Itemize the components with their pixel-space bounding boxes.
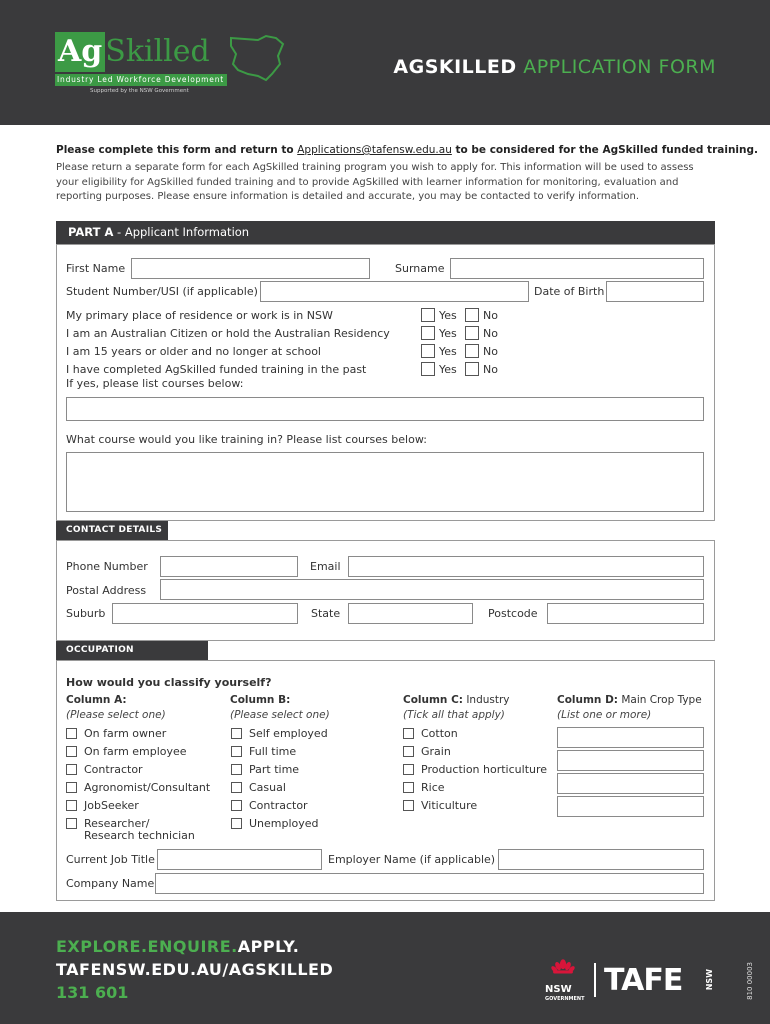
suburb-field[interactable] <box>112 603 298 624</box>
col-c-sub: (Tick all that apply) <box>403 709 505 721</box>
col-b-checkbox-unemployed[interactable] <box>231 818 242 829</box>
surname-label: Surname <box>395 262 445 275</box>
q1-no-label: No <box>483 309 498 322</box>
course-question-label: What course would you like training in? Please list courses below: <box>66 433 427 446</box>
surname-field[interactable] <box>450 258 704 279</box>
col-c-rice: Rice <box>421 781 445 794</box>
col-a-sub: (Please select one) <box>66 709 166 721</box>
phone-label: Phone Number <box>66 560 148 573</box>
col-a-checkbox-agronomist[interactable] <box>66 782 77 793</box>
col-c-checkbox-rice[interactable] <box>403 782 414 793</box>
footer-explore: EXPLORE. <box>56 937 148 956</box>
past-courses-field[interactable] <box>66 397 704 421</box>
dob-field[interactable] <box>606 281 704 302</box>
col-c-viticulture: Viticulture <box>421 799 478 812</box>
col-c-head <box>403 694 510 706</box>
col-c-checkbox-viticulture[interactable] <box>403 800 414 811</box>
footer-tagline <box>56 937 299 956</box>
form-title <box>393 56 716 78</box>
footer-apply: APPLY. <box>237 937 300 956</box>
q4-yes-checkbox[interactable] <box>421 362 435 376</box>
col-c-horticulture: Production horticulture <box>421 763 548 776</box>
agskilled-logo <box>55 32 210 72</box>
government-label: GOVERNMENT <box>545 996 585 1002</box>
job-title-field[interactable] <box>157 849 322 870</box>
q2-no-checkbox[interactable] <box>465 326 479 340</box>
logo-tagline: Industry Led Workforce Development <box>55 74 227 86</box>
q1-no-checkbox[interactable] <box>465 308 479 322</box>
col-c-checkbox-grain[interactable] <box>403 746 414 757</box>
company-label: Company Name <box>66 877 155 890</box>
col-a-jobseeker: JobSeeker <box>84 799 139 812</box>
col-d-head <box>557 694 702 706</box>
if-yes-label: If yes, please list courses below: <box>66 377 244 390</box>
tafe-logo: TAFE <box>604 963 683 998</box>
occupation-header: OCCUPATION INFORMATION <box>56 641 208 660</box>
crop-type-field-3[interactable] <box>557 773 704 794</box>
q2-yes-checkbox[interactable] <box>421 326 435 340</box>
col-b-checkbox-self-employed[interactable] <box>231 728 242 739</box>
col-c-grain: Grain <box>421 745 451 758</box>
email-field[interactable] <box>348 556 704 577</box>
col-d-head-bold: Column D: <box>557 694 618 706</box>
crop-type-field-2[interactable] <box>557 750 704 771</box>
question-1: My primary place of residence or work is in NSW <box>66 309 333 322</box>
q3-yes-checkbox[interactable] <box>421 344 435 358</box>
col-b-full-time: Full time <box>249 745 297 758</box>
col-b-unemployed: Unemployed <box>249 817 319 830</box>
postal-label: Postal Address <box>66 584 147 597</box>
state-label: State <box>311 607 341 620</box>
form-title-light: APPLICATION FORM <box>523 56 716 78</box>
student-number-label: Student Number/USI (if applicable) <box>66 285 258 298</box>
footer-phone: 131 601 <box>56 983 129 1002</box>
q4-yes-label: Yes <box>439 363 457 376</box>
email-label: Email <box>310 560 341 573</box>
employer-label: Employer Name (if applicable) <box>328 853 496 866</box>
student-number-field[interactable] <box>260 281 529 302</box>
col-b-sub: (Please select one) <box>230 709 330 721</box>
q3-yes-label: Yes <box>439 345 457 358</box>
nsw-waratah-icon <box>543 958 583 984</box>
col-b-part-time: Part time <box>249 763 300 776</box>
part-a-title: - Applicant Information <box>113 225 250 239</box>
footer-divider <box>594 963 596 997</box>
col-d-head-rest: Main Crop Type <box>617 694 702 706</box>
intro-body: Please return a separate form for each AgSkilled training program you wish to apply for. This information will be used to assess your eligibility for AgSkilled funded training and to provide AgSkilled with learner information for monitoring, evaluation and reporting purposes. Please ensure information is detailed and accurate, you may be contacted to verify information. <box>56 162 694 202</box>
postcode-label: Postcode <box>488 607 538 620</box>
job-title-label: Current Job Title <box>66 853 155 866</box>
q1-yes-label: Yes <box>439 309 457 322</box>
postcode-field[interactable] <box>547 603 704 624</box>
logo-ag: Ag <box>55 32 105 72</box>
q3-no-label: No <box>483 345 498 358</box>
col-a-owner: On farm owner <box>84 727 167 740</box>
dob-label: Date of Birth <box>534 285 605 298</box>
q2-no-label: No <box>483 327 498 340</box>
employer-field[interactable] <box>498 849 704 870</box>
logo-support: Supported by the NSW Government <box>90 88 189 94</box>
email-link[interactable]: Applications@tafensw.edu.au <box>297 144 452 156</box>
intro-lead-after: to be considered for the AgSkilled funded training. <box>451 144 758 156</box>
col-a-checkbox-owner[interactable] <box>66 728 77 739</box>
col-d-sub: (List one or more) <box>557 709 652 721</box>
question-4: I have completed AgSkilled funded training in the past <box>66 363 367 376</box>
q4-no-label: No <box>483 363 498 376</box>
col-b-checkbox-casual[interactable] <box>231 782 242 793</box>
tafe-nsw-label: NSW <box>705 969 714 991</box>
course-field[interactable] <box>66 452 704 512</box>
col-a-researcher: Researcher/ <box>84 817 150 830</box>
crop-type-field-4[interactable] <box>557 796 704 817</box>
col-c-checkbox-cotton[interactable] <box>403 728 414 739</box>
contact-details-header: CONTACT DETAILS <box>56 521 168 540</box>
col-a-employee: On farm employee <box>84 745 187 758</box>
intro-lead-before: Please complete this form and return to <box>56 144 298 156</box>
col-c-head-bold: Column C: <box>403 694 463 706</box>
col-a-checkbox-jobseeker[interactable] <box>66 800 77 811</box>
part-a-label: PART A <box>68 225 114 239</box>
part-a-header <box>56 221 715 244</box>
first-name-label: First Name <box>66 262 126 275</box>
footer-url[interactable]: TAFENSW.EDU.AU/AGSKILLED <box>56 960 334 979</box>
crop-type-field-1[interactable] <box>557 727 704 748</box>
question-3: I am 15 years or older and no longer at school <box>66 345 321 358</box>
col-c-cotton: Cotton <box>421 727 458 740</box>
col-b-checkbox-full-time[interactable] <box>231 746 242 757</box>
col-c-checkbox-horticulture[interactable] <box>403 764 414 775</box>
state-field[interactable] <box>348 603 473 624</box>
question-2: I am an Australian Citizen or hold the Australian Residency <box>66 327 390 340</box>
col-b-checkbox-contractor[interactable] <box>231 800 242 811</box>
company-field[interactable] <box>155 873 704 894</box>
q1-yes-checkbox[interactable] <box>421 308 435 322</box>
col-a-head: Column A: <box>66 694 127 706</box>
col-b-head: Column B: <box>230 694 291 706</box>
col-a-checkbox-contractor[interactable] <box>66 764 77 775</box>
col-b-contractor: Contractor <box>249 799 308 812</box>
col-c-head-rest: Industry <box>462 694 510 706</box>
phone-field[interactable] <box>160 556 298 577</box>
col-b-casual: Casual <box>249 781 286 794</box>
intro <box>56 144 758 205</box>
form-title-bold: AGSKILLED <box>393 56 517 78</box>
col-b-self-employed: Self employed <box>249 727 328 740</box>
col-a-checkbox-researcher[interactable] <box>66 818 77 829</box>
logo-skilled: Skilled <box>105 34 210 69</box>
suburb-label: Suburb <box>66 607 106 620</box>
col-a-research-technician: Research technician <box>84 829 195 842</box>
q3-no-checkbox[interactable] <box>465 344 479 358</box>
col-a-agronomist: Agronomist/Consultant <box>84 781 211 794</box>
nsw-map-icon <box>228 34 286 82</box>
nsw-label: NSW <box>545 984 572 995</box>
postal-field[interactable] <box>160 579 704 600</box>
classify-question: How would you classify yourself? <box>66 676 272 689</box>
first-name-field[interactable] <box>131 258 370 279</box>
q2-yes-label: Yes <box>439 327 457 340</box>
document-code: 810 00003 <box>746 962 754 1000</box>
footer-enquire: ENQUIRE. <box>147 937 238 956</box>
nsw-government-label <box>545 984 585 1003</box>
col-b-checkbox-part-time[interactable] <box>231 764 242 775</box>
col-a-checkbox-employee[interactable] <box>66 746 77 757</box>
q4-no-checkbox[interactable] <box>465 362 479 376</box>
intro-lead <box>56 144 758 156</box>
col-a-contractor: Contractor <box>84 763 143 776</box>
